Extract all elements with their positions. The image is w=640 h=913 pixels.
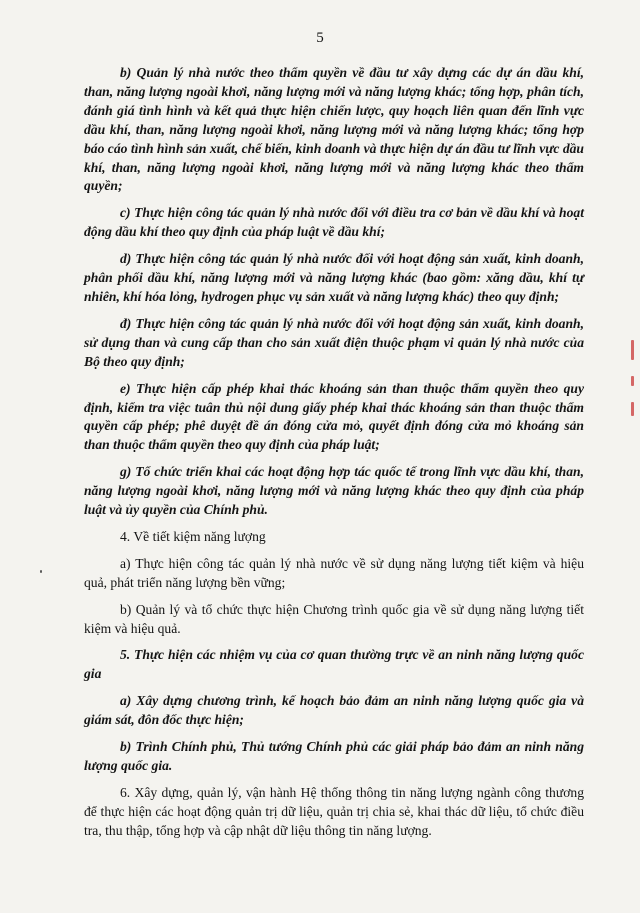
section-5-heading: 5. Thực hiện các nhiệm vụ của cơ quan thường trực về an ninh năng lượng quốc gia (84, 647, 584, 682)
paragraph-5a-security-plan: a) Xây dựng chương trình, kế hoạch bảo đảm an ninh năng lượng quốc gia và giám sát, đôn đốc thực hiện; (84, 693, 584, 728)
paragraph-b-oil-gas-investment: b) Quản lý nhà nước theo thẩm quyền về đầu tư xây dựng các dự án dầu khí, than, năng lượng ngoài khơi, năng lượng mới và năng lượng khác; tổng hợp, phân tích, đánh giá tình hình và kết quả thực hiện chiến lược, quy hoạch liên quan đến lĩnh vực dầu khí, than, năng lượng ngoài khơi, năng lượng mới và năng lượng khác; tổng hợp báo cáo tình hình sản xuất, chế biến, kinh doanh và thực hiện dự án đầu tư lĩnh vực dầu khí, than, năng lượng ngoài khơi, năng lượng mới và năng lượng khác theo thẩm quyền; (84, 65, 584, 194)
red-margin-mark (631, 402, 634, 416)
paragraph-c-oil-gas-survey: c) Thực hiện công tác quản lý nhà nước đối với điều tra cơ bản về dầu khí và hoạt động dầu khí theo quy định của pháp luật về dầu khí; (84, 205, 584, 240)
paragraph-e-coal-licensing: e) Thực hiện cấp phép khai thác khoáng sản than thuộc thẩm quyền theo quy định, kiểm tra việc tuân thủ nội dung giấy phép khai thác khoáng sản than thuộc thẩm quyền cấp phép; phê duyệt đề án đóng cửa mỏ, quyết định đóng cửa mỏ khoáng sản than thuộc thẩm quyền theo quy định của pháp luật; (84, 380, 584, 453)
scan-speck (40, 570, 42, 573)
paragraph-4a-energy-efficiency: a) Thực hiện công tác quản lý nhà nước về sử dụng năng lượng tiết kiệm và hiệu quả, phát triển năng lượng bền vững; (84, 555, 584, 590)
red-margin-mark (631, 376, 634, 386)
paragraph-dd-coal-management: đ) Thực hiện công tác quản lý nhà nước đối với hoạt động sản xuất, kinh doanh, sử dụng than và cung cấp than cho sản xuất điện thuộc phạm vi quản lý nhà nước của Bộ theo quy định; (84, 315, 584, 369)
paragraph-5b-security-solutions: b) Trình Chính phủ, Thủ tướng Chính phủ các giải pháp bảo đảm an ninh năng lượng quốc gia. (84, 739, 584, 773)
document-body (84, 64, 584, 849)
paragraph-6-information-system: 6. Xây dựng, quản lý, vận hành Hệ thống thông tin năng lượng ngành công thương để thực hiện các hoạt động quản trị dữ liệu, quản trị chia sẻ, khai thác dữ liệu, tổ chức điều tra, thu thập, tổng hợp và cập nhật dữ liệu thông tin năng lượng. (84, 784, 584, 838)
page-number: 5 (316, 30, 324, 46)
paragraph-4b-national-program: b) Quản lý và tổ chức thực hiện Chương trình quốc gia về sử dụng năng lượng tiết kiệm và hiệu quả. (84, 601, 584, 636)
section-4-heading: 4. Về tiết kiệm năng lượng (120, 528, 266, 544)
paragraph-g-international-cooperation: g) Tổ chức triển khai các hoạt động hợp tác quốc tế trong lĩnh vực dầu khí, than, năng lượng ngoài khơi, năng lượng mới và năng lượng khác theo quy định của pháp luật và ủy quyền của Chính phủ. (84, 464, 584, 518)
paragraph-d-oil-gas-distribution: d) Thực hiện công tác quản lý nhà nước đối với hoạt động sản xuất, kinh doanh, phân phối dầu khí, năng lượng mới và năng lượng khác (bao gồm: xăng dầu, khí tự nhiên, khí hóa lỏng, hydrogen phục vụ sản xuất và năng lượng khác) theo quy định; (84, 251, 584, 304)
red-margin-mark (631, 340, 634, 360)
